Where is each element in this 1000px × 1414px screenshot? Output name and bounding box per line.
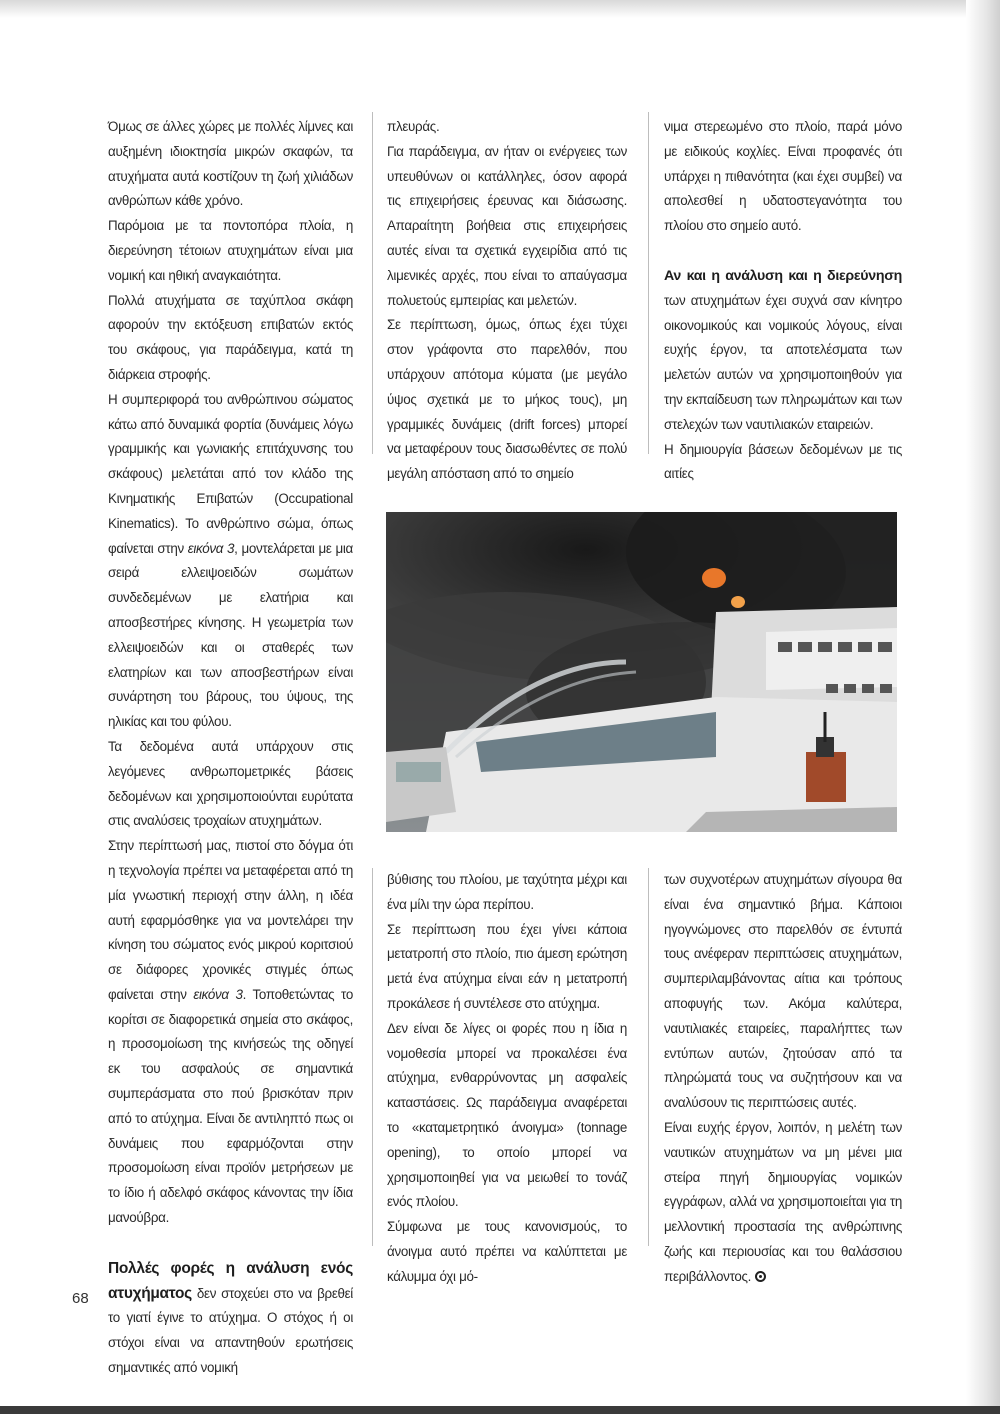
paragraph: βύθισης του πλοίου, με ταχύτητα μέχρι και ένα μίλι την ώρα περίπου. xyxy=(387,872,627,912)
paragraph xyxy=(108,834,353,1231)
article-column-3-bottom xyxy=(664,868,902,1290)
paragraph: Πολλά ατυχήματα σε ταχύπλοα σκάφη αφορούν την εκτόξευση επιβατών εκτός του σκάφους, για παράδειγμα, κατά τη διάρκεια στροφής. xyxy=(108,292,353,382)
scan-edge-bottom xyxy=(0,1406,1000,1414)
paragraph: Η δημιουργία βάσεων δεδομένων με τις αιτίες xyxy=(664,441,902,482)
paragraph-text: Στην περίπτωσή μας, πιστοί στο δόγμα ότι η τεχνολογία πρέπει να μεταφέρεται από τη μία γνωστική περιοχή στην άλλη, η ιδέα αυτή εφαρμόσθηκε για να μοντελάρει την κίνηση του σώματος ενός μικρού κοριτσιού σε διάφορες χρονικές στιγμές όπως φαίνεται στην xyxy=(108,838,353,1002)
paragraph-text: Η συμπεριφορά του ανθρώπινου σώματος κάτω από δυναμικά φορτία (δυνάμεις λόγω γραμμικής και γωνιακής επιτάχυνσης του σκάφους) μελετάται από τον κλάδο της Κινηματικής Επιβατών (Occupational Kinematics). Το ανθρώπινο σώμα, όπως φαίνεται στην xyxy=(108,391,353,556)
scan-edge-top xyxy=(0,0,1000,18)
paragraph xyxy=(664,264,902,438)
article-column-1 xyxy=(108,115,353,1381)
paragraph: πλευράς. xyxy=(387,119,440,134)
paragraph: Για παράδειγμα, αν ήταν οι ενέργειες των υπευθύνων οι κατάλληλες, όσον αφορά τις επιχειρήσεις έρευνας και διάσωσης. Απαραίτητη βοήθεια στις επιχειρήσεις αυτές είναι τα σχετικά εγχειρίδια από τις λιμενικές αρχές, που είναι το απαύγασμα πολυετούς εμπειρίας και μελετών. xyxy=(387,143,627,308)
page-number: 68 xyxy=(72,1290,89,1307)
paragraph: Όμως σε άλλες χώρες με πολλές λίμνες και αυξημένη ιδιοκτησία μικρών σκαφών, τα ατυχήματα αυτά κοστίζουν τη ζωή χιλιάδων ανθρώπων κάθε χρόνο. xyxy=(108,119,353,209)
figure-reference: εικόνα 3 xyxy=(187,540,235,556)
paragraph: των συχνοτέρων ατυχημάτων σίγουρα θα είναι ένα σημαντικό βήμα. Κάποιοι ηγογνώμονες στο παρελθόν σε έντυπά τους ανέφεραν περιπτώσεις ατυχημάτων, συμπεριλαμβάνοντας αίτια και τρόπους αποφυγής των. Ακόμα καλύτερα, ναυτιλιακές εταιρείες, παραλήπτες των εντύπων αυτών, ζητούσαν από τα πληρώματά τους να συζητήσουν και να αναλύσουν τις περιπτώσεις αυτές. xyxy=(664,872,902,1111)
paragraph-text: Είναι ευχής έργον, λοιπόν, η μελέτη των ναυτικών ατυχημάτων να μη μένει μια στείρα πηγή δημιουργίας νομικών εγγράφων, αλλά να χρησιμοποιείται για τη μελλοντική προστασία της ανθρώπινης ζωής και περιουσίας και του θαλάσσιου περιβάλλοντος. xyxy=(664,1119,902,1284)
paragraph: Τα δεδομένα αυτά υπάρχουν στις λεγόμενες ανθρωπομετρικές βάσεις δεδομένων και χρησιμοποιούνται ευρύτατα στις αναλύσεις τροχαίων ατυχημάτων. xyxy=(108,738,353,829)
section-lead: Πολλές φορές η ανάλυση ενός ατυχήματος xyxy=(108,1259,353,1302)
paragraph: Σε περίπτωση που έχει γίνει κάποια μετατροπή στο πλοίο, πιο άμεση ερώτηση μετά ένα ατύχημα είναι εάν η μετατροπή προκάλεσε ή συντέλεσε στο ατύχημα. xyxy=(387,921,627,1011)
figure-reference: εικόνα 3 xyxy=(193,986,243,1002)
paragraph: νιμα στερεωμένο στο πλοίο, παρά μόνο με ειδικούς κοχλίες. Είναι προφανές ότι υπάρχει η πιθανότητα (και έχει συμβεί) να απολεσθεί η υδατοστεγανότητα του πλοίου στο σημείο αυτό. xyxy=(664,119,902,234)
paragraph: Σύμφωνα με τους κανονισμούς, το άνοιγμα αυτό πρέπει να καλύπτεται με κάλυμμα όχι μό- xyxy=(387,1219,627,1284)
paragraph-text: , μοντελάρεται με μια σειρά ελλειψοειδών σωμάτων συνδεδεμένων με ελατήρια και αποσβεστήρες κίνησης. Η γεωμετρία των ελλειψοειδών και οι σταθερές των ελατηρίων και των αποσβεστήρων είναι συνάρτηση του βάρους, του ύψους, της ηλικίας και του φύλου. xyxy=(108,540,353,730)
paragraph: Σε περίπτωση, όμως, όπως έχει τύχει στον γράφοντα στο παρελθόν, που υπάρχουν απότομα κύματα (με μεγάλο ύψος σχετικά με το μήκος τους), μη γραμμικές δυνάμεις (drift forces) μπορεί να μεταφέρουν τους διασωθέντες σε πολύ μεγάλη απόσταση από το σημείο xyxy=(387,317,627,482)
paragraph-text: των ατυχημάτων έχει συχνά σαν κίνητρο οικονομικούς και νομικούς λόγους, είναι ευχής έργον, τα αποτελέσματα των μελετών αυτών να χρησιμοποιηθούν για την εκπαίδευση των πληρωμάτων και των στελεχών των ναυτιλιακών εταιρειών. xyxy=(664,292,902,432)
paragraph xyxy=(108,388,353,735)
article-column-2-top xyxy=(387,115,627,487)
ship-fire-illustration xyxy=(386,512,897,832)
paragraph: Δεν είναι δε λίγες οι φορές που η ίδια η νομοθεσία μπορεί να προκαλέσει ένα ατύχημα, ενθαρρύνοντας μη ασφαλείς καταστάσεις. Ως παράδειγμα αναφέρεται το «καταμετρητικό άνοιγμα» (tonnage opening), το οποίο μπορεί να χρησιμοποιηθεί για να μειωθεί το τονάζ ενός πλοίου. xyxy=(387,1020,627,1210)
paragraph xyxy=(664,1116,902,1290)
column-divider xyxy=(648,868,649,1246)
paragraph-text: . Τοποθετώντας το κορίτσι σε διαφορετικά σημεία στο σκάφος, η προσομοίωση της κινήσεώς της οδηγεί εκ του ασφαλούς σε σημαντικά συμπεράσματα στο πού βρισκόταν πριν από το ατύχημα. Είναι δε αντιληπτό πως οι δυνάμεις που εφαρμόζονται στην προσομοίωση είναι προϊόν μετρήσεων με το ίδιο ή αδελφό σκάφος κάνοντας την ίδια μανούβρα. xyxy=(108,986,353,1226)
section-lead: Αν και η ανάλυση και η διερεύνηση xyxy=(664,267,902,284)
article-column-3-top xyxy=(664,115,902,487)
paragraph: Παρόμοια με τα ποντοπόρα πλοία, η διερεύνηση τέτοιων ατυχημάτων είναι μια νομική και ηθική αναγκαιότητα. xyxy=(108,218,353,283)
column-divider xyxy=(372,112,373,454)
column-divider xyxy=(372,868,373,1246)
paragraph-text: δεν στοχεύει στο να βρεθεί το γιατί έγινε το ατύχημα. Ο στόχος ή οι στόχοι είναι να απαντηθούν ερωτήσεις σημαντικές από νομική xyxy=(108,1285,353,1376)
article-column-2-bottom xyxy=(387,868,627,1290)
scan-edge-right xyxy=(966,0,1000,1414)
column-divider xyxy=(648,112,649,454)
ship-fire-photo xyxy=(386,512,897,832)
end-of-article-icon xyxy=(755,1271,766,1282)
paragraph xyxy=(108,1257,353,1381)
